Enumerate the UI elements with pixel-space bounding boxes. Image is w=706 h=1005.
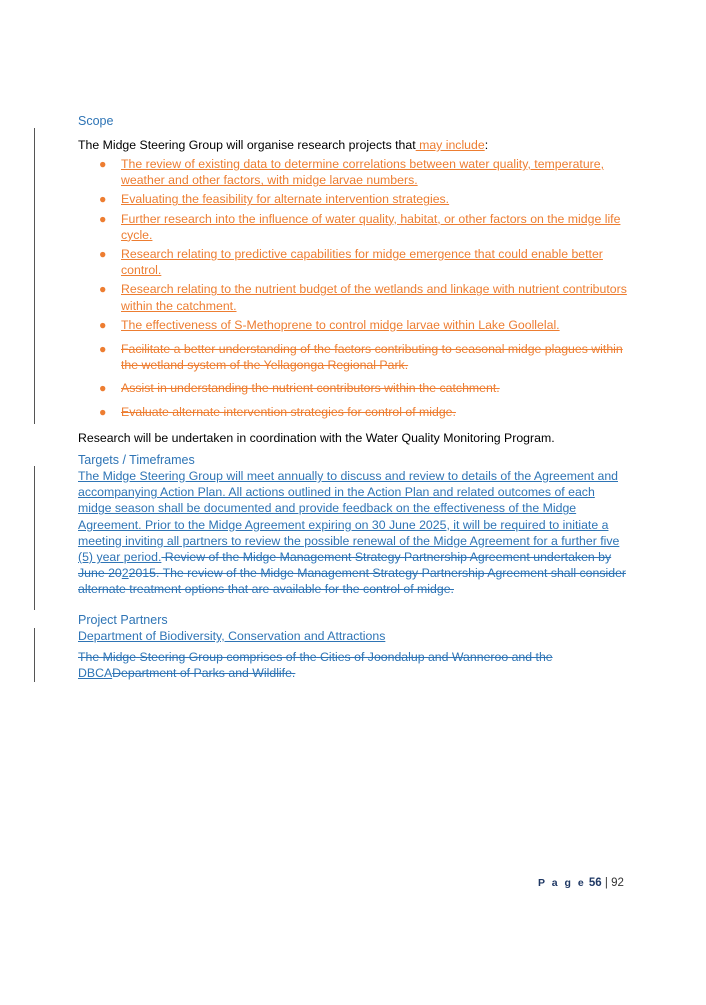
list-item: ● Assist in understanding the nutrient contributors within the catchment. <box>99 381 500 396</box>
bullet-icon: ● <box>99 211 107 226</box>
targets-deletion: 2015. The review of the Midge Management Strategy Partnership Agreement shall consider alternate treatment options that are available for the control of midge. <box>78 566 627 597</box>
partners-heading: Project Partners <box>78 613 168 627</box>
bullet-icon: ● <box>99 157 107 171</box>
scope-intro <box>78 137 628 153</box>
deleted-bullet-list <box>78 341 628 420</box>
list-item: ● Facilitate a better understanding of the factors contributing to seasonal midge plagues within the wetland system of the Yellagonga Regional Park. <box>99 342 623 373</box>
list-item: ● Evaluating the feasibility for alternate intervention strategies. <box>99 192 450 207</box>
bullet-icon: ● <box>99 192 107 207</box>
partners-deletion: Department of Parks and Wildlife. <box>112 666 296 681</box>
list-item: ● The effectiveness of S-Methoprene to control midge larvae within Lake Goollelal. <box>99 317 560 332</box>
targets-deletion: Review of the Midge Management Strategy Partnership Agreement undertaken by June 20 <box>78 550 612 581</box>
scope-intro-colon: : <box>484 138 489 152</box>
scope-intro-insertion: may include <box>415 138 485 152</box>
page-number: 56 <box>588 877 602 889</box>
page-label: P a g e <box>538 877 586 889</box>
partners-insertion: DBCA <box>78 666 113 681</box>
list-item: ● Further research into the influence of water quality, habitat, or other factors on the midge life cycle. <box>99 211 621 242</box>
change-bar <box>34 628 35 682</box>
targets-heading: Targets / Timeframes <box>78 453 195 467</box>
change-bar <box>34 128 35 424</box>
bullet-icon: ● <box>99 381 107 396</box>
bullet-icon: ● <box>99 247 107 262</box>
change-bar <box>34 466 35 610</box>
bullet-icon: ● <box>99 282 107 297</box>
bullet-icon: ● <box>99 342 107 356</box>
list-item: ● Research relating to the nutrient budget of the wetlands and linkage with nutrient contributors within the catchment. <box>99 282 627 313</box>
bullet-icon: ● <box>99 404 107 419</box>
page-footer <box>538 877 624 889</box>
total-pages: 92 <box>611 877 624 889</box>
partners-deletion: The Midge Steering Group comprises of the Cities of Joondalup and Wanneroo and the <box>78 650 553 664</box>
partners-insertion-line: Department of Biodiversity, Conservation and Attractions <box>78 629 386 643</box>
scope-heading: Scope <box>78 114 114 128</box>
targets-inserted-digit: 2 <box>121 566 129 581</box>
list-item: ● The review of existing data to determine correlations between water quality, temperature, weather and other factors, with midge larvae numbers. <box>99 157 605 188</box>
targets-paragraph <box>78 468 628 598</box>
page-separator: | <box>604 877 608 889</box>
inserted-bullet-list <box>78 156 628 333</box>
partners-paragraph <box>78 649 628 681</box>
list-item: ● Evaluate alternate intervention strategies for control of midge. <box>99 404 456 419</box>
scope-intro-text: The Midge Steering Group will organise research projects that <box>78 138 416 152</box>
targets-insertion: The Midge Steering Group will meet annually to discuss and review to details of the Agreement and accompanying Action Plan. All actions outlined in the Action Plan and related outcomes of each midge season shall be documented and provide feedback on the effectiveness of the Midge Agreement. Prior to the Midge Agreement expiring on 30 June 2025, it will be required to initiate a meeting inviting all partners to review the possible renewal of the Midge Agreement for a further five (5) year period. <box>78 469 620 565</box>
list-item: ● Research relating to predictive capabilities for midge emergence that could enable better control. <box>99 247 603 278</box>
scope-closing: Research will be undertaken in coordination with the Water Quality Monitoring Program. <box>78 431 555 445</box>
bullet-icon: ● <box>99 317 107 332</box>
